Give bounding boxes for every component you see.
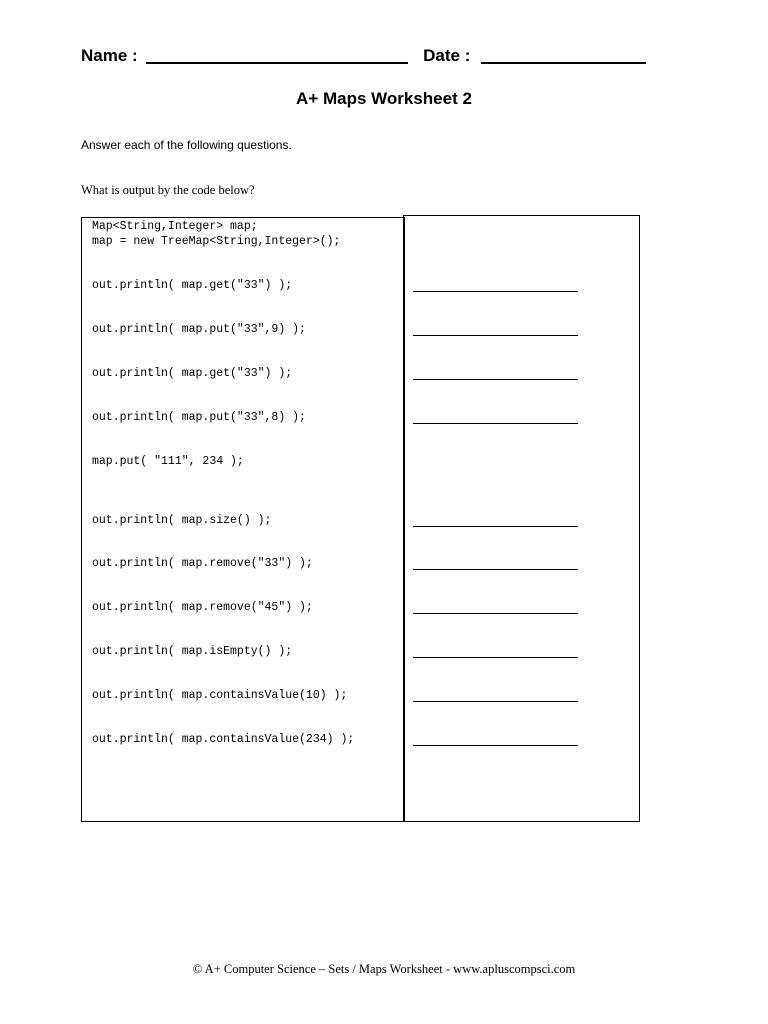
code-line: out.println( map.isEmpty() );: [92, 645, 293, 658]
answer-blank[interactable]: [413, 745, 578, 746]
question-text: What is output by the code below?: [81, 183, 255, 197]
answer-blank[interactable]: [413, 379, 578, 380]
answer-blank[interactable]: [413, 613, 578, 614]
answer-blank[interactable]: [413, 423, 578, 424]
name-date-header: [81, 46, 646, 66]
code-line: out.println( map.remove("33") );: [92, 557, 313, 570]
code-line: out.println( map.get("33") );: [92, 367, 293, 380]
answer-blank[interactable]: [413, 335, 578, 336]
answer-box: [403, 215, 640, 822]
name-blank[interactable]: [146, 46, 408, 64]
date-label: Date :: [423, 46, 471, 65]
code-line: map = new TreeMap<String,Integer>();: [92, 235, 341, 248]
answer-blank[interactable]: [413, 657, 578, 658]
answer-blank[interactable]: [413, 291, 578, 292]
code-line: out.println( map.put("33",9) );: [92, 323, 306, 336]
footer-copyright: © A+ Computer Science – Sets / Maps Worksheet - www.apluscompsci.com: [192, 962, 576, 976]
code-line: out.println( map.containsValue(234) );: [92, 733, 355, 746]
code-line: map.put( "111", 234 );: [92, 455, 244, 468]
worksheet-title: A+ Maps Worksheet 2: [296, 89, 472, 108]
answer-blank[interactable]: [413, 701, 578, 702]
name-label: Name :: [81, 46, 138, 65]
code-line: Map<String,Integer> map;: [92, 220, 258, 233]
answer-blank[interactable]: [413, 569, 578, 570]
instructions-text: Answer each of the following questions.: [81, 138, 292, 152]
answer-blank[interactable]: [413, 526, 578, 527]
code-line: out.println( map.get("33") );: [92, 279, 293, 292]
code-line: out.println( map.size() );: [92, 514, 272, 527]
code-line: out.println( map.remove("45") );: [92, 601, 313, 614]
code-line: out.println( map.containsValue(10) );: [92, 689, 348, 702]
date-blank[interactable]: [481, 46, 646, 64]
code-line: out.println( map.put("33",8) );: [92, 411, 306, 424]
